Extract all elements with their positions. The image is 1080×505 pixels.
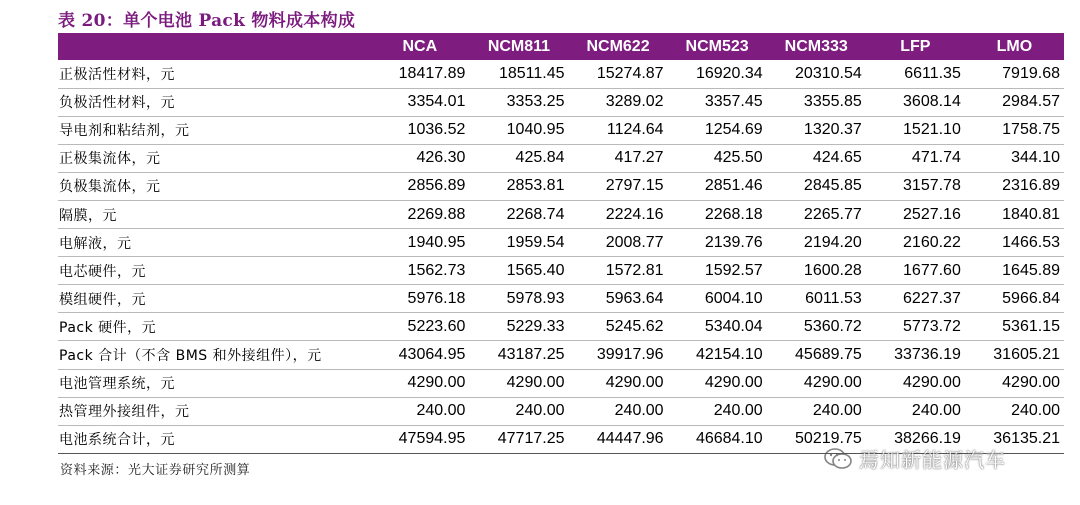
cell-value: 425.50 [668,144,767,172]
cell-value: 2856.89 [370,172,469,200]
row-label: Pack 合计（不含 BMS 和外接组件），元 [58,341,370,369]
row-label: 模组硬件，元 [58,285,370,313]
table-row [58,341,1064,369]
table-title: 表 20：单个电池 Pack 物料成本构成 [58,11,356,31]
cell-value: 7919.68 [965,60,1064,88]
source-note: 资料来源：光大证券研究所测算 [60,463,251,478]
table-row [58,60,1064,88]
cell-value: 2194.20 [767,229,866,257]
cell-value: 4290.00 [668,369,767,397]
cell-value: 240.00 [370,397,469,425]
cell-value: 5966.84 [965,285,1064,313]
row-label: 负极活性材料，元 [58,88,370,116]
cell-value: 1254.69 [668,116,767,144]
cell-value: 5963.64 [568,285,667,313]
cell-value: 2527.16 [866,200,965,228]
table-row [58,172,1064,200]
cell-value: 3157.78 [866,172,965,200]
cell-value: 3608.14 [866,88,965,116]
cell-value: 471.74 [866,144,965,172]
header-ncm333: NCM333 [784,37,848,55]
cell-value: 1040.95 [469,116,568,144]
cell-value: 425.84 [469,144,568,172]
cost-table [58,33,1064,454]
cell-value: 1592.57 [668,257,767,285]
cell-value: 5229.33 [469,313,568,341]
cell-value: 1521.10 [866,116,965,144]
cell-value: 240.00 [866,397,965,425]
cell-value: 3289.02 [568,88,667,116]
cell-value: 1959.54 [469,229,568,257]
cell-value: 417.27 [568,144,667,172]
row-label: Pack 硬件，元 [58,313,370,341]
cell-value: 2269.88 [370,200,469,228]
cell-value: 240.00 [568,397,667,425]
cell-value: 6011.53 [767,285,866,313]
cell-value: 2268.18 [668,200,767,228]
cell-value: 5361.15 [965,313,1064,341]
cell-value: 2851.46 [668,172,767,200]
cell-value: 5978.93 [469,285,568,313]
row-label: 电池系统合计，元 [58,425,370,453]
cell-value: 5340.04 [668,313,767,341]
table-row [58,229,1064,257]
watermark-text: 焉知新能源汽车 [859,448,1006,472]
row-label: 电池管理系统，元 [58,369,370,397]
cell-value: 2316.89 [965,172,1064,200]
cell-value: 2224.16 [568,200,667,228]
cell-value: 47594.95 [370,425,469,453]
cell-value: 6611.35 [866,60,965,88]
row-label: 导电剂和粘结剂，元 [58,116,370,144]
row-label: 隔膜，元 [58,200,370,228]
cell-value: 18511.45 [469,60,568,88]
header-empty [58,33,370,60]
wechat-icon [823,447,853,471]
header-ncm622: NCM622 [586,37,650,55]
cell-value: 1124.64 [568,116,667,144]
header-nca: NCA [402,37,438,55]
header-lmo: LMO [996,37,1033,55]
cell-value: 1320.37 [767,116,866,144]
cell-value: 39917.96 [568,341,667,369]
row-label: 正极集流体，元 [58,144,370,172]
cell-value: 4290.00 [370,369,469,397]
cell-value: 4290.00 [866,369,965,397]
cell-value: 33736.19 [866,341,965,369]
cell-value: 31605.21 [965,341,1064,369]
table-row [58,285,1064,313]
cell-value: 18417.89 [370,60,469,88]
cell-value: 2008.77 [568,229,667,257]
cell-value: 42154.10 [668,341,767,369]
cell-value: 1572.81 [568,257,667,285]
cell-value: 5245.62 [568,313,667,341]
table-row [58,88,1064,116]
cell-value: 3353.25 [469,88,568,116]
cell-value: 2160.22 [866,229,965,257]
cell-value: 3354.01 [370,88,469,116]
table-body [58,60,1064,453]
table-row [58,369,1064,397]
cell-value: 36135.21 [965,425,1064,453]
row-label: 电解液，元 [58,229,370,257]
cell-value: 46684.10 [668,425,767,453]
cell-value: 4290.00 [767,369,866,397]
cell-value: 1677.60 [866,257,965,285]
cell-value: 5223.60 [370,313,469,341]
cell-value: 47717.25 [469,425,568,453]
cell-value: 4290.00 [469,369,568,397]
cell-value: 1758.75 [965,116,1064,144]
cell-value: 15274.87 [568,60,667,88]
cell-value: 240.00 [668,397,767,425]
cell-value: 1562.73 [370,257,469,285]
cell-value: 1940.95 [370,229,469,257]
cell-value: 3357.45 [668,88,767,116]
table-row [58,397,1064,425]
header-ncm523: NCM523 [685,37,749,55]
cell-value: 424.65 [767,144,866,172]
cell-value: 5360.72 [767,313,866,341]
cell-value: 20310.54 [767,60,866,88]
cell-value: 43064.95 [370,341,469,369]
cell-value: 45689.75 [767,341,866,369]
header-row [58,33,1064,60]
row-label: 负极集流体，元 [58,172,370,200]
cell-value: 426.30 [370,144,469,172]
header-ncm811: NCM811 [487,37,551,55]
cell-value: 2853.81 [469,172,568,200]
cell-value: 5773.72 [866,313,965,341]
cell-value: 1600.28 [767,257,866,285]
cell-value: 4290.00 [965,369,1064,397]
cell-value: 6227.37 [866,285,965,313]
cell-value: 344.10 [965,144,1064,172]
table-row [58,116,1064,144]
cell-value: 16920.34 [668,60,767,88]
cell-value: 5976.18 [370,285,469,313]
cell-value: 1645.89 [965,257,1064,285]
cell-value: 2265.77 [767,200,866,228]
cell-value: 44447.96 [568,425,667,453]
cell-value: 2845.85 [767,172,866,200]
cell-value: 240.00 [469,397,568,425]
row-label: 热管理外接组件，元 [58,397,370,425]
cell-value: 2797.15 [568,172,667,200]
table-row [58,200,1064,228]
table-row [58,144,1064,172]
watermark [823,444,1006,473]
cell-value: 43187.25 [469,341,568,369]
cell-value: 240.00 [767,397,866,425]
cell-value: 6004.10 [668,285,767,313]
cell-value: 1466.53 [965,229,1064,257]
cell-value: 4290.00 [568,369,667,397]
cell-value: 1036.52 [370,116,469,144]
cell-value: 50219.75 [767,425,866,453]
cell-value: 2268.74 [469,200,568,228]
cell-value: 3355.85 [767,88,866,116]
table-row [58,257,1064,285]
cell-value: 2984.57 [965,88,1064,116]
row-label: 电芯硬件，元 [58,257,370,285]
cell-value: 1565.40 [469,257,568,285]
row-label: 正极活性材料，元 [58,60,370,88]
cell-value: 240.00 [965,397,1064,425]
cell-value: 38266.19 [866,425,965,453]
header-lfp: LFP [900,37,931,55]
cell-value: 1840.81 [965,200,1064,228]
table-row [58,313,1064,341]
cell-value: 2139.76 [668,229,767,257]
